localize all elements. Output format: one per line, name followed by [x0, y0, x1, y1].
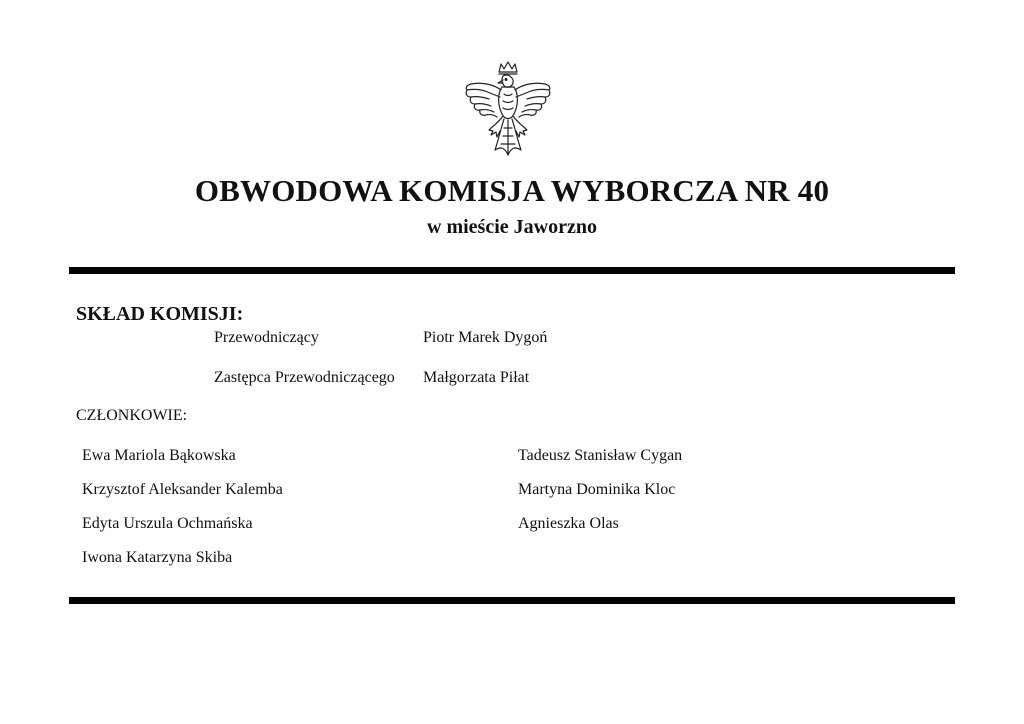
member-name: Agnieszka Olas — [518, 515, 619, 532]
member-name: Martyna Dominika Kloc — [518, 481, 676, 498]
member-name: Tadeusz Stanisław Cygan — [518, 447, 683, 464]
chair-name: Piotr Marek Dygoń — [423, 329, 548, 346]
page-title: OBWODOWA KOMISJA WYBORCZA NR 40 — [194, 173, 830, 208]
member-name: Edyta Urszula Ochmańska — [82, 515, 253, 532]
member-name: Krzysztof Aleksander Kalemba — [82, 481, 283, 498]
members-heading: CZŁONKOWIE: — [76, 407, 188, 424]
deputy-label: Zastępca Przewodniczącego — [214, 369, 395, 386]
polish-eagle-emblem-icon — [459, 58, 557, 160]
divider-bottom — [69, 597, 955, 604]
member-name: Iwona Katarzyna Skiba — [82, 549, 233, 566]
page-subtitle: w mieście Jaworzno — [427, 216, 597, 238]
deputy-name: Małgorzata Piłat — [423, 369, 530, 386]
chair-label: Przewodniczący — [214, 329, 319, 346]
member-name: Ewa Mariola Bąkowska — [82, 447, 236, 464]
divider-top — [69, 267, 955, 274]
composition-heading: SKŁAD KOMISJI: — [76, 303, 244, 325]
